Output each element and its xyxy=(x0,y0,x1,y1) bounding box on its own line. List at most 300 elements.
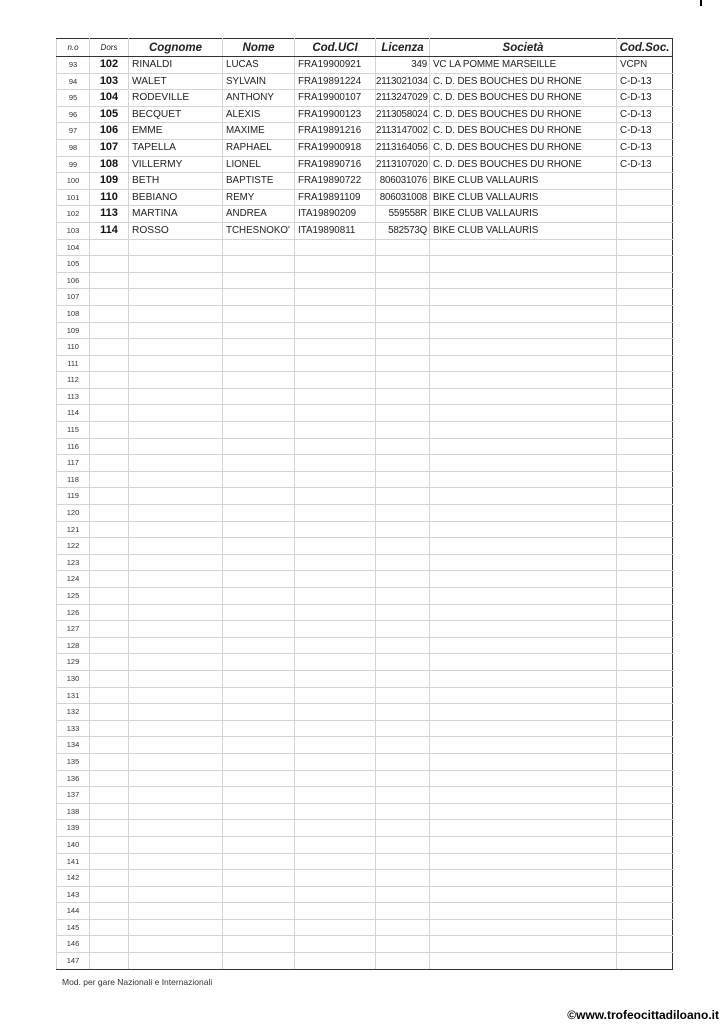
table-row xyxy=(57,90,673,107)
first-name-cell xyxy=(223,505,295,522)
table-row xyxy=(57,455,673,472)
bib-number-cell xyxy=(90,820,129,837)
table-row xyxy=(57,820,673,837)
uci-code-cell xyxy=(295,538,376,555)
team-code-cell xyxy=(617,305,673,322)
row-number-cell: 116 xyxy=(57,438,90,455)
uci-code-cell: FRA19890716 xyxy=(295,156,376,173)
bib-number-cell: 105 xyxy=(90,106,129,123)
header-nome: Nome xyxy=(223,39,295,57)
surname-cell xyxy=(129,737,223,754)
bib-number-cell: 114 xyxy=(90,222,129,239)
table-row xyxy=(57,305,673,322)
team-code-cell xyxy=(617,670,673,687)
bib-number-cell: 106 xyxy=(90,123,129,140)
first-name-cell xyxy=(223,654,295,671)
license-cell: 2113247029 xyxy=(376,90,430,107)
team-cell xyxy=(430,886,617,903)
surname-cell: VILLERMY xyxy=(129,156,223,173)
bib-number-cell xyxy=(90,621,129,638)
uci-code-cell xyxy=(295,554,376,571)
scan-mark xyxy=(700,0,702,6)
first-name-cell xyxy=(223,604,295,621)
row-number-cell: 100 xyxy=(57,173,90,190)
license-cell xyxy=(376,836,430,853)
team-cell xyxy=(430,621,617,638)
first-name-cell xyxy=(223,256,295,273)
team-cell xyxy=(430,770,617,787)
table-row xyxy=(57,106,673,123)
table-row xyxy=(57,936,673,953)
first-name-cell xyxy=(223,704,295,721)
team-cell xyxy=(430,571,617,588)
license-cell xyxy=(376,538,430,555)
license-cell xyxy=(376,820,430,837)
team-cell: C. D. DES BOUCHES DU RHONE xyxy=(430,139,617,156)
table-row xyxy=(57,903,673,920)
license-cell xyxy=(376,787,430,804)
first-name-cell xyxy=(223,588,295,605)
first-name-cell xyxy=(223,388,295,405)
first-name-cell: TCHESNOKO' xyxy=(223,222,295,239)
bib-number-cell xyxy=(90,471,129,488)
uci-code-cell xyxy=(295,571,376,588)
uci-code-cell xyxy=(295,737,376,754)
bib-number-cell xyxy=(90,388,129,405)
first-name-cell: MAXIME xyxy=(223,123,295,140)
first-name-cell xyxy=(223,670,295,687)
license-cell xyxy=(376,438,430,455)
first-name-cell: SYLVAIN xyxy=(223,73,295,90)
team-cell xyxy=(430,256,617,273)
row-number-cell: 126 xyxy=(57,604,90,621)
license-cell xyxy=(376,737,430,754)
surname-cell: BECQUET xyxy=(129,106,223,123)
header-cod-soc: Cod.Soc. xyxy=(617,39,673,57)
table-row xyxy=(57,554,673,571)
table-row xyxy=(57,670,673,687)
row-number-cell: 136 xyxy=(57,770,90,787)
table-row xyxy=(57,256,673,273)
row-number-cell: 140 xyxy=(57,836,90,853)
license-cell xyxy=(376,853,430,870)
surname-cell xyxy=(129,372,223,389)
bib-number-cell xyxy=(90,505,129,522)
bib-number-cell xyxy=(90,521,129,538)
team-code-cell xyxy=(617,753,673,770)
surname-cell xyxy=(129,820,223,837)
surname-cell xyxy=(129,803,223,820)
uci-code-cell xyxy=(295,670,376,687)
team-code-cell xyxy=(617,687,673,704)
team-code-cell xyxy=(617,554,673,571)
bib-number-cell xyxy=(90,372,129,389)
uci-code-cell xyxy=(295,720,376,737)
row-number-cell: 129 xyxy=(57,654,90,671)
bib-number-cell: 108 xyxy=(90,156,129,173)
bib-number-cell xyxy=(90,637,129,654)
team-cell xyxy=(430,654,617,671)
uci-code-cell xyxy=(295,753,376,770)
uci-code-cell: ITA19890209 xyxy=(295,206,376,223)
team-code-cell xyxy=(617,521,673,538)
first-name-cell: ANDREA xyxy=(223,206,295,223)
team-code-cell xyxy=(617,339,673,356)
bib-number-cell xyxy=(90,604,129,621)
bib-number-cell xyxy=(90,571,129,588)
bib-number-cell xyxy=(90,422,129,439)
table-row xyxy=(57,853,673,870)
bib-number-cell xyxy=(90,853,129,870)
uci-code-cell xyxy=(295,272,376,289)
row-number-cell: 97 xyxy=(57,123,90,140)
surname-cell xyxy=(129,903,223,920)
row-number-cell: 110 xyxy=(57,339,90,356)
surname-cell: RODEVILLE xyxy=(129,90,223,107)
bib-number-cell xyxy=(90,704,129,721)
license-cell xyxy=(376,803,430,820)
surname-cell xyxy=(129,604,223,621)
license-cell: 559558R xyxy=(376,206,430,223)
team-cell xyxy=(430,936,617,953)
surname-cell xyxy=(129,438,223,455)
uci-code-cell xyxy=(295,604,376,621)
license-cell xyxy=(376,471,430,488)
team-code-cell: C-D-13 xyxy=(617,106,673,123)
bib-number-cell xyxy=(90,654,129,671)
team-code-cell: C-D-13 xyxy=(617,156,673,173)
team-cell xyxy=(430,853,617,870)
header-row xyxy=(57,39,673,57)
license-cell xyxy=(376,305,430,322)
first-name-cell xyxy=(223,355,295,372)
team-cell xyxy=(430,737,617,754)
team-code-cell xyxy=(617,173,673,190)
surname-cell xyxy=(129,919,223,936)
team-cell xyxy=(430,355,617,372)
row-number-cell: 138 xyxy=(57,803,90,820)
license-cell xyxy=(376,256,430,273)
bib-number-cell xyxy=(90,770,129,787)
bib-number-cell xyxy=(90,903,129,920)
team-cell xyxy=(430,455,617,472)
team-cell xyxy=(430,870,617,887)
team-cell xyxy=(430,405,617,422)
bib-number-cell xyxy=(90,305,129,322)
table-row xyxy=(57,836,673,853)
bib-number-cell xyxy=(90,322,129,339)
uci-code-cell xyxy=(295,836,376,853)
surname-cell xyxy=(129,538,223,555)
team-code-cell xyxy=(617,438,673,455)
surname-cell xyxy=(129,670,223,687)
first-name-cell xyxy=(223,637,295,654)
license-cell xyxy=(376,272,430,289)
row-number-cell: 130 xyxy=(57,670,90,687)
surname-cell xyxy=(129,505,223,522)
row-number-cell: 96 xyxy=(57,106,90,123)
team-code-cell xyxy=(617,654,673,671)
table-row xyxy=(57,289,673,306)
license-cell: 2113164056 xyxy=(376,139,430,156)
license-cell xyxy=(376,488,430,505)
uci-code-cell: FRA19900918 xyxy=(295,139,376,156)
uci-code-cell xyxy=(295,422,376,439)
first-name-cell xyxy=(223,836,295,853)
table-row xyxy=(57,953,673,970)
surname-cell xyxy=(129,936,223,953)
table-row xyxy=(57,156,673,173)
table-row xyxy=(57,173,673,190)
table-row xyxy=(57,521,673,538)
uci-code-cell xyxy=(295,405,376,422)
team-code-cell xyxy=(617,836,673,853)
team-cell: BIKE CLUB VALLAURIS xyxy=(430,189,617,206)
row-number-cell: 102 xyxy=(57,206,90,223)
first-name-cell: BAPTISTE xyxy=(223,173,295,190)
first-name-cell xyxy=(223,919,295,936)
license-cell: 806031008 xyxy=(376,189,430,206)
table-row xyxy=(57,222,673,239)
team-cell: C. D. DES BOUCHES DU RHONE xyxy=(430,123,617,140)
surname-cell: WALET xyxy=(129,73,223,90)
row-number-cell: 93 xyxy=(57,57,90,74)
team-cell xyxy=(430,687,617,704)
team-code-cell xyxy=(617,455,673,472)
surname-cell xyxy=(129,305,223,322)
first-name-cell xyxy=(223,488,295,505)
bib-number-cell xyxy=(90,919,129,936)
row-number-cell: 117 xyxy=(57,455,90,472)
uci-code-cell xyxy=(295,919,376,936)
row-number-cell: 125 xyxy=(57,588,90,605)
bib-number-cell xyxy=(90,239,129,256)
team-cell xyxy=(430,588,617,605)
row-number-cell: 104 xyxy=(57,239,90,256)
team-code-cell xyxy=(617,388,673,405)
bib-number-cell xyxy=(90,753,129,770)
row-number-cell: 105 xyxy=(57,256,90,273)
surname-cell: RINALDI xyxy=(129,57,223,74)
uci-code-cell xyxy=(295,339,376,356)
first-name-cell xyxy=(223,621,295,638)
uci-code-cell xyxy=(295,256,376,273)
license-cell xyxy=(376,455,430,472)
surname-cell xyxy=(129,853,223,870)
uci-code-cell xyxy=(295,438,376,455)
first-name-cell xyxy=(223,687,295,704)
surname-cell xyxy=(129,322,223,339)
team-cell xyxy=(430,488,617,505)
team-cell xyxy=(430,339,617,356)
row-number-cell: 145 xyxy=(57,919,90,936)
first-name-cell xyxy=(223,720,295,737)
license-cell: 2113058024 xyxy=(376,106,430,123)
table-row xyxy=(57,57,673,74)
surname-cell xyxy=(129,488,223,505)
team-code-cell xyxy=(617,256,673,273)
row-number-cell: 147 xyxy=(57,953,90,970)
surname-cell xyxy=(129,836,223,853)
license-cell xyxy=(376,388,430,405)
table-row xyxy=(57,488,673,505)
row-number-cell: 128 xyxy=(57,637,90,654)
license-cell: 806031076 xyxy=(376,173,430,190)
row-number-cell: 127 xyxy=(57,621,90,638)
first-name-cell xyxy=(223,903,295,920)
surname-cell xyxy=(129,637,223,654)
team-cell xyxy=(430,787,617,804)
license-cell: 582573Q xyxy=(376,222,430,239)
license-cell xyxy=(376,372,430,389)
first-name-cell xyxy=(223,289,295,306)
table-row xyxy=(57,654,673,671)
team-cell xyxy=(430,836,617,853)
team-cell xyxy=(430,704,617,721)
team-cell: C. D. DES BOUCHES DU RHONE xyxy=(430,90,617,107)
row-number-cell: 131 xyxy=(57,687,90,704)
uci-code-cell xyxy=(295,355,376,372)
bib-number-cell: 113 xyxy=(90,206,129,223)
row-number-cell: 144 xyxy=(57,903,90,920)
first-name-cell xyxy=(223,953,295,970)
table-row xyxy=(57,720,673,737)
team-code-cell: C-D-13 xyxy=(617,139,673,156)
team-cell: BIKE CLUB VALLAURIS xyxy=(430,173,617,190)
license-cell xyxy=(376,637,430,654)
team-cell xyxy=(430,372,617,389)
surname-cell xyxy=(129,571,223,588)
first-name-cell xyxy=(223,554,295,571)
license-cell: 2113147002 xyxy=(376,123,430,140)
surname-cell xyxy=(129,405,223,422)
row-number-cell: 141 xyxy=(57,853,90,870)
team-cell xyxy=(430,239,617,256)
team-code-cell xyxy=(617,222,673,239)
team-code-cell xyxy=(617,604,673,621)
surname-cell xyxy=(129,239,223,256)
table-row xyxy=(57,538,673,555)
bib-number-cell: 110 xyxy=(90,189,129,206)
bib-number-cell xyxy=(90,455,129,472)
team-cell xyxy=(430,953,617,970)
uci-code-cell xyxy=(295,853,376,870)
license-cell xyxy=(376,289,430,306)
uci-code-cell xyxy=(295,289,376,306)
table-row xyxy=(57,571,673,588)
team-code-cell xyxy=(617,737,673,754)
table-row xyxy=(57,272,673,289)
first-name-cell xyxy=(223,870,295,887)
row-number-cell: 121 xyxy=(57,521,90,538)
table-row xyxy=(57,604,673,621)
team-code-cell xyxy=(617,571,673,588)
license-cell xyxy=(376,903,430,920)
table-row xyxy=(57,919,673,936)
first-name-cell xyxy=(223,853,295,870)
surname-cell xyxy=(129,687,223,704)
team-code-cell xyxy=(617,803,673,820)
bib-number-cell xyxy=(90,405,129,422)
table-row xyxy=(57,189,673,206)
uci-code-cell xyxy=(295,322,376,339)
license-cell xyxy=(376,604,430,621)
team-code-cell: C-D-13 xyxy=(617,73,673,90)
bib-number-cell xyxy=(90,438,129,455)
surname-cell xyxy=(129,521,223,538)
team-cell xyxy=(430,753,617,770)
uci-code-cell: FRA19891224 xyxy=(295,73,376,90)
first-name-cell xyxy=(223,239,295,256)
license-cell xyxy=(376,753,430,770)
team-cell xyxy=(430,720,617,737)
row-number-cell: 143 xyxy=(57,886,90,903)
table-row xyxy=(57,687,673,704)
first-name-cell xyxy=(223,455,295,472)
row-number-cell: 137 xyxy=(57,787,90,804)
surname-cell xyxy=(129,953,223,970)
header-cod-uci: Cod.UCI xyxy=(295,39,376,57)
team-code-cell xyxy=(617,471,673,488)
team-cell: C. D. DES BOUCHES DU RHONE xyxy=(430,73,617,90)
team-cell xyxy=(430,538,617,555)
surname-cell xyxy=(129,588,223,605)
uci-code-cell xyxy=(295,455,376,472)
uci-code-cell xyxy=(295,637,376,654)
uci-code-cell: FRA19900123 xyxy=(295,106,376,123)
bib-number-cell: 109 xyxy=(90,173,129,190)
table-row xyxy=(57,438,673,455)
table-row xyxy=(57,787,673,804)
uci-code-cell xyxy=(295,787,376,804)
bib-number-cell xyxy=(90,803,129,820)
table-row xyxy=(57,123,673,140)
surname-cell xyxy=(129,621,223,638)
team-cell xyxy=(430,903,617,920)
license-cell xyxy=(376,953,430,970)
uci-code-cell xyxy=(295,588,376,605)
first-name-cell xyxy=(223,538,295,555)
team-cell xyxy=(430,322,617,339)
row-number-cell: 99 xyxy=(57,156,90,173)
surname-cell: MARTINA xyxy=(129,206,223,223)
row-number-cell: 134 xyxy=(57,737,90,754)
surname-cell: TAPELLA xyxy=(129,139,223,156)
row-number-cell: 107 xyxy=(57,289,90,306)
team-code-cell: VCPN xyxy=(617,57,673,74)
bib-number-cell xyxy=(90,588,129,605)
team-cell xyxy=(430,505,617,522)
bib-number-cell xyxy=(90,836,129,853)
team-cell xyxy=(430,670,617,687)
row-number-cell: 118 xyxy=(57,471,90,488)
first-name-cell xyxy=(223,753,295,770)
table-row xyxy=(57,737,673,754)
first-name-cell xyxy=(223,272,295,289)
surname-cell xyxy=(129,471,223,488)
table-row xyxy=(57,753,673,770)
team-cell xyxy=(430,919,617,936)
row-number-cell: 124 xyxy=(57,571,90,588)
license-cell xyxy=(376,886,430,903)
bib-number-cell xyxy=(90,289,129,306)
first-name-cell: RAPHAEL xyxy=(223,139,295,156)
bib-number-cell xyxy=(90,953,129,970)
uci-code-cell xyxy=(295,803,376,820)
surname-cell xyxy=(129,455,223,472)
first-name-cell: LIONEL xyxy=(223,156,295,173)
team-code-cell xyxy=(617,853,673,870)
